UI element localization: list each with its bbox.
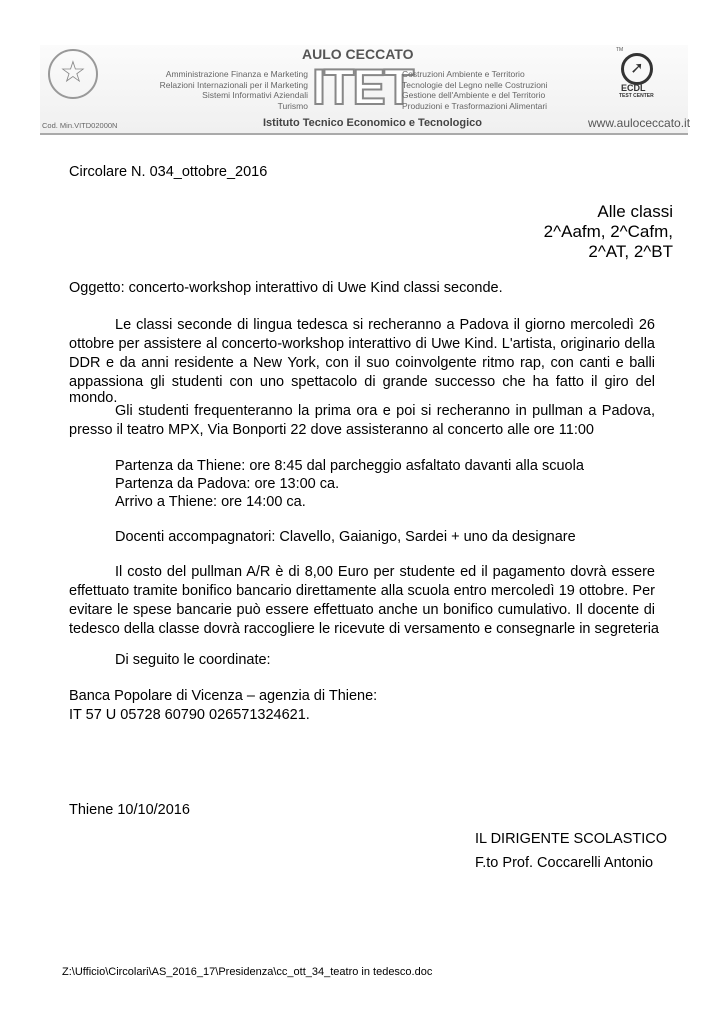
bank-name: Banca Popolare di Vicenza – agenzia di Thiene: <box>69 688 378 704</box>
para1-line: Le classi seconde di lingua tedesca si recheranno a Padova il giorno mercoledì 26 <box>115 317 655 333</box>
ecdl-label: ECDL <box>621 83 646 93</box>
course: Amministrazione Finanza e Marketing <box>165 69 308 79</box>
ministry-code: Cod. Min.VITD02000N <box>42 121 118 130</box>
ecdl-logo-icon: ➚ <box>621 53 653 85</box>
website-link[interactable]: www.auloceccato.it <box>588 116 691 130</box>
circolare-number: Circolare N. 034_ottobre_2016 <box>69 164 268 180</box>
para3-line: Il costo del pullman A/R è di 8,00 Euro per studente ed il pagamento dovrà essere <box>115 564 655 580</box>
republic-emblem-icon: ☆ <box>48 49 98 99</box>
school-subtitle: Istituto Tecnico Economico e Tecnologico <box>263 117 483 129</box>
letterhead <box>40 45 691 135</box>
teachers: Docenti accompagnatori: Clavello, Gaianigo, Sardei + uno da designare <box>115 529 576 545</box>
recipient-line: Alle classi <box>597 202 673 221</box>
place-date: Thiene 10/10/2016 <box>69 802 190 818</box>
signature-name: F.to Prof. Coccarelli Antonio <box>475 855 654 871</box>
schedule-line: Partenza da Padova: ore 13:00 ca. <box>115 476 340 492</box>
course: Produzioni e Trasformazioni Alimentari <box>402 100 548 111</box>
para2-line: presso il teatro MPX, Via Bonporti 22 dove assisteranno al concerto alle ore 11:00 <box>69 422 594 438</box>
para3-line: effettuato tramite bonifico bancario direttamente alla scuola entro mercoledì 19 ottobre. Per <box>69 583 655 599</box>
coordinates-intro: Di seguito le coordinate: <box>115 652 271 668</box>
para1-line: appassiona gli studenti con uno spettacolo di grande successo che ha fatto il giro del mondo. <box>69 374 655 406</box>
signature-title: IL DIRIGENTE SCOLASTICO <box>475 831 668 847</box>
footer-file-path: Z:\Ufficio\Circolari\AS_2016_17\Presidenza\cc_ott_34_teatro in tedesco.doc <box>62 966 433 978</box>
course: Turismo <box>277 100 308 111</box>
recipient-line: 2^AT, 2^BT <box>588 242 673 261</box>
recipients <box>544 202 673 262</box>
para3-line: evitare le spese bancarie può essere effettuato anche un bonifico cumulativo. Il docente di <box>69 602 655 618</box>
para1-line: DDR e da anni residente a New York, con il suo coinvolgente ritmo rap, con canti e balli <box>69 355 655 371</box>
left-courses <box>160 69 308 111</box>
schedule-line: Arrivo a Thiene: ore 14:00 ca. <box>115 494 306 510</box>
iban: IT 57 U 05728 60790 026571324621. <box>69 707 310 723</box>
course: Tecnologie del Legno nelle Costruzioni <box>402 79 548 90</box>
school-name: AULO CECCATO <box>302 46 414 62</box>
course: Gestione dell'Ambiente e del Territorio <box>402 90 546 100</box>
right-courses <box>402 69 548 111</box>
para1-line: ottobre per assistere al concerto-workshop interattivo di Uwe Kind. L'artista, originario della <box>69 336 655 352</box>
para2-line: Gli studenti frequenteranno la prima ora e poi si recheranno in pullman a Padova, <box>115 403 655 419</box>
recipient-line: 2^Aafm, 2^Cafm, <box>543 222 673 241</box>
ecdl-sublabel: TEST CENTER <box>619 93 654 99</box>
course: Costruzioni Ambiente e Territorio <box>402 69 525 79</box>
schedule-line: Partenza da Thiene: ore 8:45 dal parcheggio asfaltato davanti alla scuola <box>115 458 584 474</box>
itet-logo: ITET <box>312 59 413 115</box>
tm-mark: TM <box>616 47 624 53</box>
para3-line: tedesco della classe dovrà raccogliere le ricevute di versamento e consegnarle in segreteria <box>69 621 659 637</box>
course: Sistemi Informativi Aziendali <box>202 90 308 100</box>
subject: Oggetto: concerto-workshop interattivo di Uwe Kind classi seconde. <box>69 280 503 296</box>
course: Relazioni Internazionali per il Marketing <box>159 79 308 90</box>
